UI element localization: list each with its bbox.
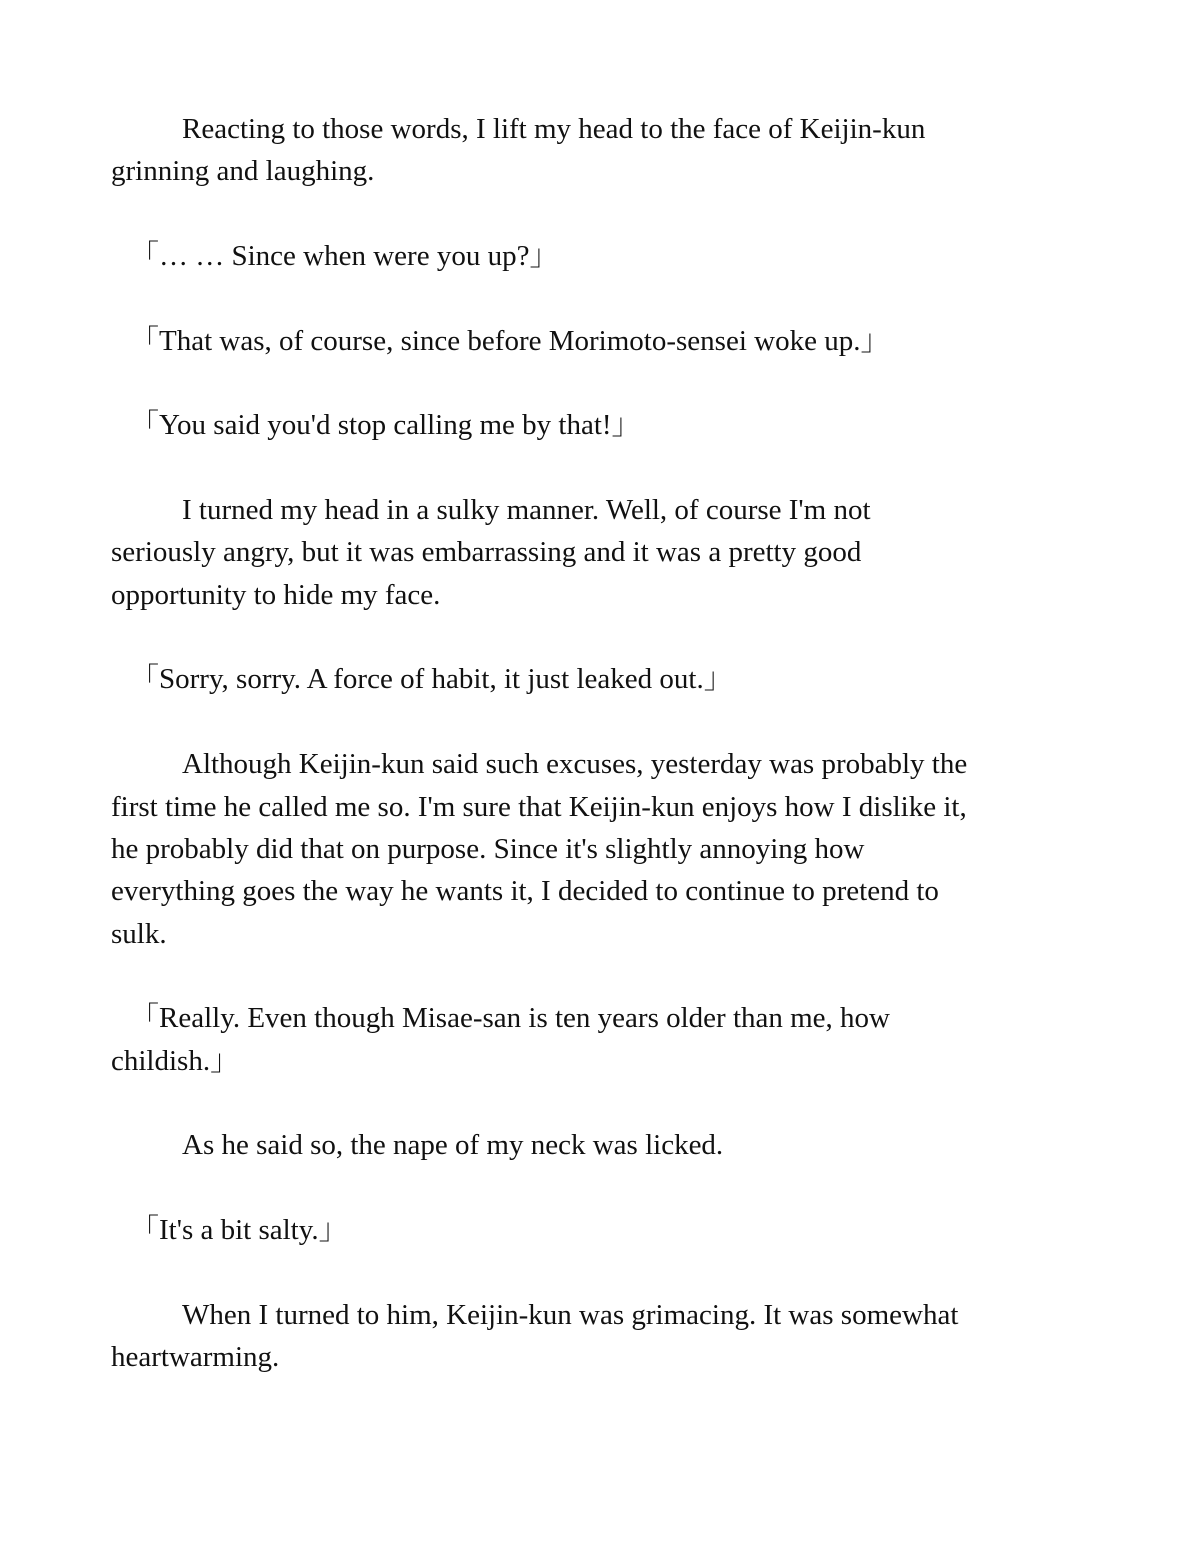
- text-line: When I turned to him, Keijin-kun was grimacing. It was somewhat: [182, 1298, 959, 1331]
- text-line: 「You said you'd stop calling me by that!」: [130, 409, 641, 442]
- text-line: sulk.: [111, 917, 167, 950]
- narration-paragraph: [111, 743, 1111, 955]
- dialogue-paragraph: [111, 658, 1111, 700]
- text-line: As he said so, the nape of my neck was licked.: [182, 1129, 724, 1162]
- dialogue-paragraph: [111, 997, 1111, 1082]
- dialogue-paragraph: [111, 320, 1111, 362]
- text-line: he probably did that on purpose. Since it's slightly annoying how: [111, 832, 865, 865]
- narration-paragraph: [111, 108, 1111, 193]
- text-line: heartwarming.: [111, 1340, 280, 1373]
- narration-paragraph: [111, 489, 1111, 616]
- text-line: 「Sorry, sorry. A force of habit, it just leaked out.」: [130, 663, 733, 696]
- dialogue-paragraph: [111, 235, 1111, 277]
- text-line: Although Keijin-kun said such excuses, yesterday was probably the: [182, 748, 968, 781]
- document-page: [111, 108, 1111, 1421]
- dialogue-paragraph: [111, 404, 1111, 446]
- text-line: Reacting to those words, I lift my head to the face of Keijin-kun: [182, 113, 926, 145]
- text-line: first time he called me so. I'm sure that Keijin-kun enjoys how I dislike it,: [111, 790, 967, 823]
- text-line: 「… … Since when were you up?」: [130, 240, 559, 273]
- text-line: childish.」: [111, 1044, 240, 1077]
- text-line: 「That was, of course, since before Morimoto-sensei woke up.」: [130, 324, 890, 357]
- narration-paragraph: [111, 1294, 1111, 1379]
- text-line: grinning and laughing.: [111, 155, 375, 188]
- text-line: I turned my head in a sulky manner. Well, of course I'm not: [182, 494, 871, 527]
- text-line: seriously angry, but it was embarrassing and it was a pretty good: [111, 536, 862, 569]
- text-line: 「It's a bit salty.」: [130, 1213, 348, 1246]
- text-line: opportunity to hide my face.: [111, 578, 441, 611]
- text-line: everything goes the way he wants it, I decided to continue to pretend to: [111, 875, 939, 908]
- text-line: 「Really. Even though Misae-san is ten years older than me, how: [130, 1002, 890, 1035]
- narration-paragraph: [111, 1124, 1111, 1166]
- dialogue-paragraph: [111, 1209, 1111, 1251]
